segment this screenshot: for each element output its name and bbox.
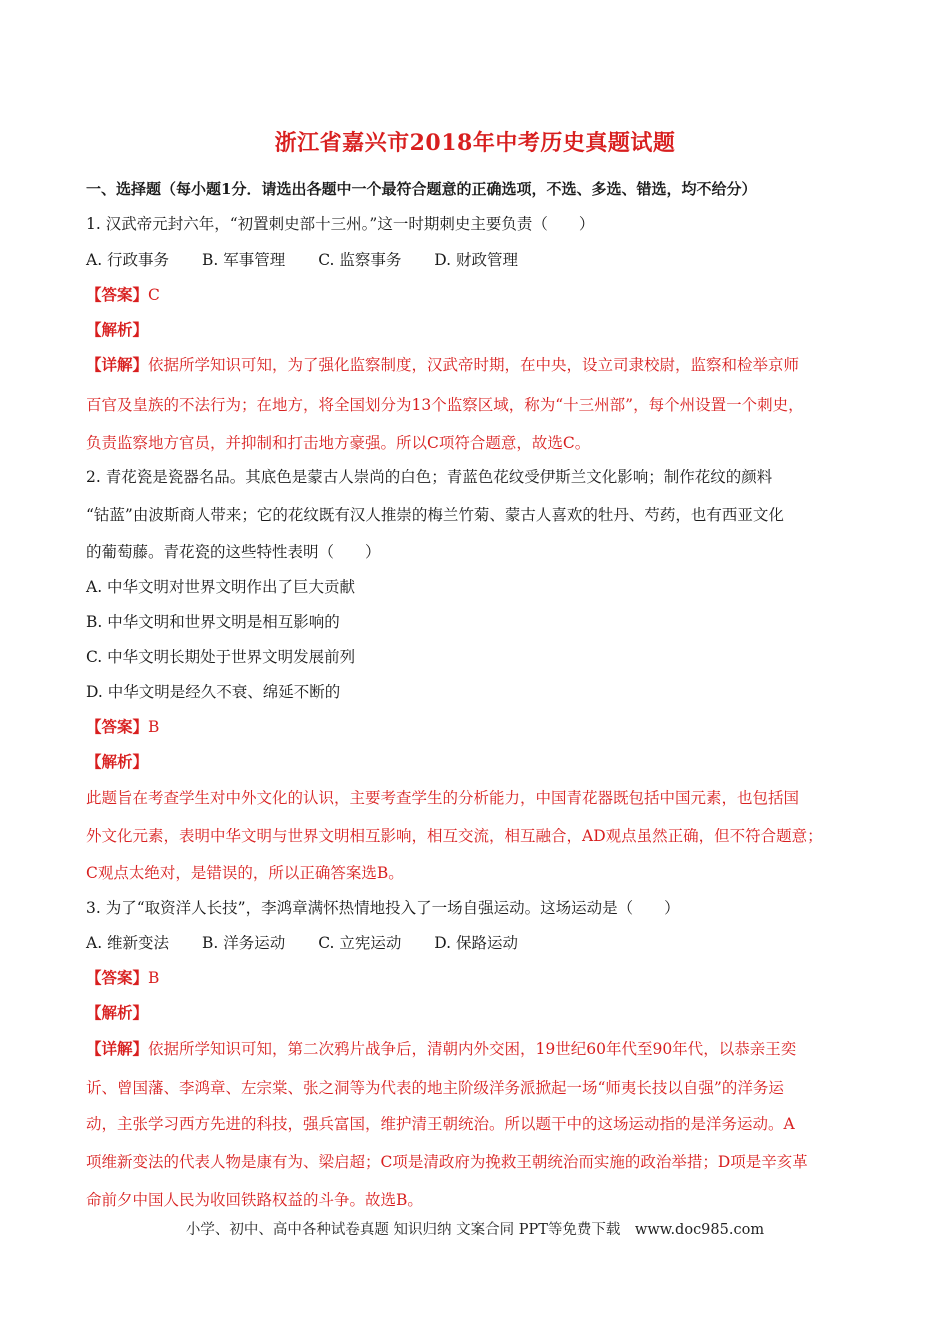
detail-label: 【详解】 bbox=[86, 1039, 149, 1058]
q3-answer bbox=[86, 967, 886, 989]
q3-analysis bbox=[86, 1002, 886, 1024]
q1-answer bbox=[86, 284, 886, 306]
q2-option-a: A. 中华文明对世界文明作出了巨大贡献 bbox=[86, 578, 356, 596]
q2-option-d: D. 中华文明是经久不衰、绵延不断的 bbox=[86, 683, 341, 701]
answer-label: 【答案】 bbox=[86, 717, 149, 736]
q3-option-c: C. 立宪运动 bbox=[318, 934, 402, 952]
q3-option-d: D. 保路运动 bbox=[434, 934, 519, 952]
q2-analysis-line-2: 外文化元素，表明中华文明与世界文明相互影响，相互交流，相互融合，AD观点虽然正确，但不符合题意； bbox=[86, 827, 823, 845]
q3-detail-line-4: 项维新变法的代表人物是康有为、梁启超；C项是清政府为挽救王朝统治而实施的政治举措；D项是辛亥革 bbox=[86, 1153, 808, 1171]
q1-detail-line-2: 百官及皇族的不法行为；在地方，将全国划分为13个监察区域，称为“十三州部”，每个州设置一个刺史， bbox=[86, 396, 804, 414]
q2-stem-line-2: “钴蓝”由波斯商人带来；它的花纹既有汉人推崇的梅兰竹菊、蒙古人喜欢的牡丹、芍药，也有西亚文化 bbox=[86, 506, 784, 524]
q3-detail-line-2: 䜣、曾国藩、李鸿章、左宗棠、张之洞等为代表的地主阶级洋务派掀起一场“师夷长技以自强”的洋务运 bbox=[86, 1079, 784, 1097]
q2-analysis bbox=[86, 751, 886, 773]
q1-stem: 1. 汉武帝元封六年，“初置刺史部十三州。”这一时期刺史主要负责（ ） bbox=[86, 215, 595, 233]
page-footer: 小学、初中、高中各种试卷真题 知识归纳 文案合同 PPT等免费下载 www.doc985.com bbox=[185, 1222, 765, 1238]
analysis-label: 【解析】 bbox=[86, 1003, 149, 1022]
q1-detail-line-1 bbox=[86, 354, 886, 376]
q3-detail-line-5: 命前夕中国人民为收回铁路权益的斗争。故选B。 bbox=[86, 1191, 423, 1209]
section-heading: 一、选择题（每小题1分．请选出各题中一个最符合题意的正确选项，不选、多选、错选，均不给分） bbox=[86, 180, 757, 198]
q2-analysis-line-3: C观点太绝对，是错误的，所以正确答案选B。 bbox=[86, 864, 404, 882]
q2-option-b: B. 中华文明和世界文明是相互影响的 bbox=[86, 613, 340, 631]
q3-options bbox=[86, 932, 886, 954]
q1-detail-text-1: 依据所学知识可知，为了强化监察制度，汉武帝时期，在中央，设立司隶校尉，监察和检举京师 bbox=[148, 356, 800, 374]
analysis-label: 【解析】 bbox=[86, 320, 149, 339]
q1-answer-value: C bbox=[148, 286, 160, 304]
page-title: 浙江省嘉兴市2018年中考历史真题试题 bbox=[274, 130, 676, 156]
q2-stem-line-3: 的葡萄藤。青花瓷的这些特性表明（ ） bbox=[86, 543, 381, 561]
detail-label: 【详解】 bbox=[86, 355, 149, 374]
q3-option-b: B. 洋务运动 bbox=[202, 934, 286, 952]
q2-answer bbox=[86, 716, 886, 738]
q1-option-d: D. 财政管理 bbox=[434, 251, 519, 269]
q1-option-b: B. 军事管理 bbox=[202, 251, 286, 269]
q1-options bbox=[86, 249, 886, 271]
q3-stem: 3. 为了“取资洋人长技”，李鸿章满怀热情地投入了一场自强运动。这场运动是（ ） bbox=[86, 899, 680, 917]
q1-detail-line-3: 负责监察地方官员，并抑制和打击地方豪强。所以C项符合题意，故选C。 bbox=[86, 434, 591, 452]
q2-answer-value: B bbox=[148, 718, 160, 736]
q3-option-a: A. 维新变法 bbox=[86, 934, 170, 952]
q3-detail-line-1 bbox=[86, 1038, 886, 1060]
q1-option-a: A. 行政事务 bbox=[86, 251, 170, 269]
q2-option-c: C. 中华文明长期处于世界文明发展前列 bbox=[86, 648, 356, 666]
q1-analysis bbox=[86, 319, 886, 341]
q1-option-c: C. 监察事务 bbox=[318, 251, 402, 269]
q3-detail-text-1: 依据所学知识可知，第二次鸦片战争后，清朝内外交困，19世纪60年代至90年代，以恭亲王奕 bbox=[148, 1040, 797, 1058]
q3-answer-value: B bbox=[148, 969, 160, 987]
answer-label: 【答案】 bbox=[86, 285, 149, 304]
analysis-label: 【解析】 bbox=[86, 752, 149, 771]
q3-detail-line-3: 动，主张学习西方先进的科技，强兵富国，维护清王朝统治。所以题干中的这场运动指的是洋务运动。A bbox=[86, 1115, 795, 1133]
q2-stem-line-1: 2. 青花瓷是瓷器名品。其底色是蒙古人崇尚的白色；青蓝色花纹受伊斯兰文化影响；制作花纹的颜料 bbox=[86, 468, 773, 486]
answer-label: 【答案】 bbox=[86, 968, 149, 987]
q2-analysis-line-1: 此题旨在考查学生对中外文化的认识，主要考查学生的分析能力，中国青花器既包括中国元素，也包括国 bbox=[86, 789, 800, 807]
